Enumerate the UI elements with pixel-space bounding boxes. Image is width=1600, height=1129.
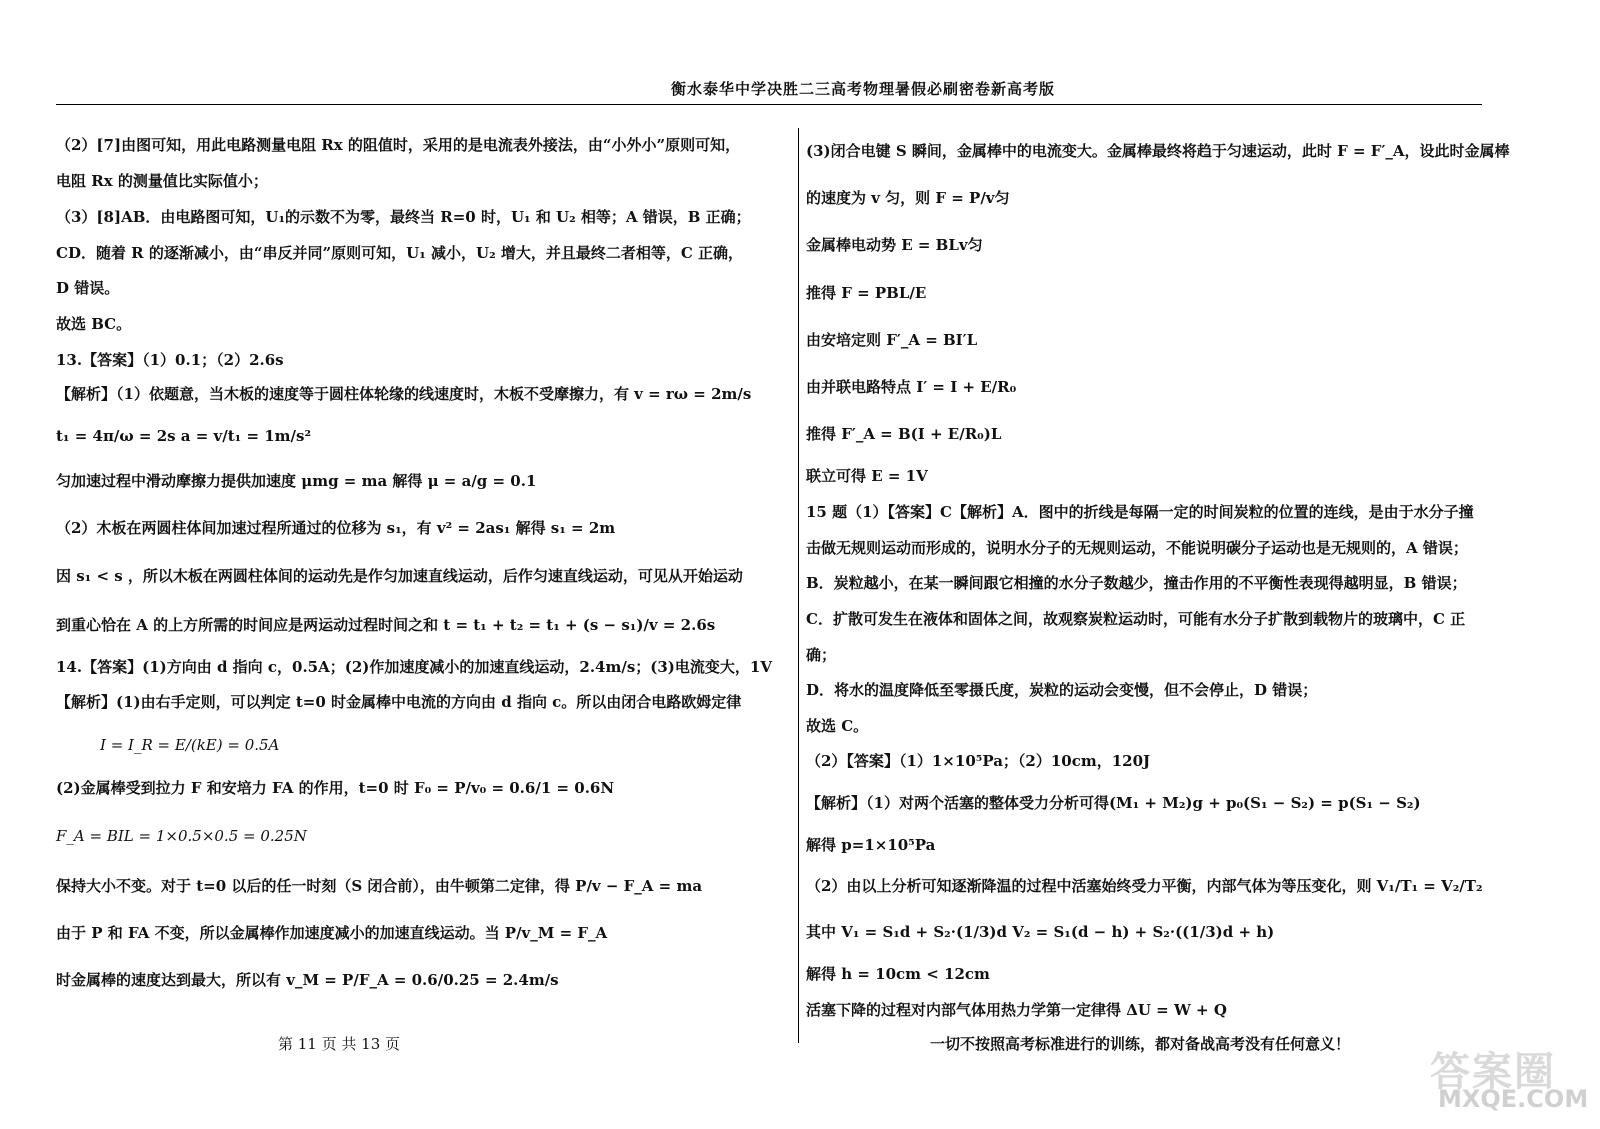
left-line-13: 到重心恰在 A 的上方所需的时间应是两运动过程时间之和 t = t₁ + t₂ = t₁ + (s − s₁)/v = 2.6s [56, 616, 716, 634]
right-line-12: C．扩散可发生在液体和固体之间，故观察炭粒运动时，可能有水分子扩散到载物片的玻璃中，C 正 [806, 610, 1466, 628]
header-title: 衡水泰华中学决胜二三高考物理暑假必刷密卷新高考版 [670, 80, 1055, 98]
left-line-8: 【解析】（1）依题意，当木板的速度等于圆柱体轮缘的线速度时，木板不受摩擦力，有 v = rω = 2m/s [56, 385, 752, 403]
left-line-6: 故选 BC。 [56, 315, 132, 333]
left-line-9: t₁ = 4π/ω = 2s a = v/t₁ = 1m/s² [56, 427, 312, 445]
right-line-3: 金属棒电动势 E = BLv匀 [806, 236, 983, 254]
left-line-20: 由于 P 和 FA 不变，所以金属棒作加速度减小的加速直线运动。当 P/v_M = F_A [56, 924, 608, 942]
right-line-14: D．将水的温度降低至零摄氏度，炭粒的运动会变慢，但不会停止，D 错误； [806, 681, 1318, 699]
right-line-10: 击做无规则运动而形成的，说明水分子的无规则运动，不能说明碳分子运动也是无规则的，A 错误； [806, 539, 1468, 557]
watermark-logo: 答案圈 [1430, 1048, 1556, 1095]
left-line-5: D 错误。 [56, 279, 120, 297]
right-line-22: 活塞下降的过程对内部气体用热力学第一定律得 ΔU = W + Q [806, 1001, 1227, 1019]
left-formula-ohm: I = I_R = E/(kE) = 0.5A [100, 736, 280, 754]
right-line-9: 15 题（1）【答案】C【解析】A．图中的折线是每隔一定的时间炭粒的位置的连线，是由于水分子撞 [806, 503, 1474, 521]
right-line-18: 解得 p=1×10⁵Pa [806, 836, 936, 854]
header-rule [56, 104, 1482, 105]
right-line-7: 推得 F′_A = B(I + E/R₀)L [806, 425, 1002, 443]
right-line-6: 由并联电路特点 I′ = I + E/R₀ [806, 378, 1017, 396]
right-line-11: B．炭粒越小，在某一瞬间跟它相撞的水分子数越少，撞击作用的不平衡性表现得越明显，B 错误； [806, 574, 1467, 592]
right-line-16: （2）【答案】（1）1×10⁵Pa；（2）10cm，120J [806, 752, 1151, 770]
right-line-4: 推得 F = PBL/E [806, 284, 927, 302]
right-line-21: 解得 h = 10cm < 12cm [806, 965, 990, 983]
right-line-2: 的速度为 v 匀，则 F = P/v匀 [806, 189, 1010, 207]
column-divider [798, 128, 799, 1043]
left-line-14: 14.【答案】(1)方向由 d 指向 c，0.5A；(2)作加速度减小的加速直线运动，2.4m/s；(3)电流变大，1V [56, 658, 772, 676]
left-line-7: 13.【答案】（1）0.1；（2）2.6s [56, 351, 284, 369]
left-line-11: （2）木板在两圆柱体间加速过程所通过的位移为 s₁，有 v² = 2as₁ 解得 s₁ = 2m [56, 519, 616, 537]
left-line-15: 【解析】(1)由右手定则，可以判定 t=0 时金属棒中电流的方向由 d 指向 c。所以由闭合电路欧姆定律 [56, 693, 742, 711]
watermark [1420, 1040, 1590, 1120]
right-line-20: 其中 V₁ = S₁d + S₂·(1/3)d V₂ = S₁(d − h) + S₂·((1/3)d + h) [806, 923, 1275, 941]
left-line-1: （2）[7]由图可知，用此电路测量电阻 Rx 的阻值时，采用的是电流表外接法，由“小外小”原则可知， [56, 136, 741, 154]
left-line-10: 匀加速过程中滑动摩擦力提供加速度 μmg = ma 解得 μ = a/g = 0.1 [56, 472, 537, 490]
left-line-19: 保持大小不变。对于 t=0 以后的任一时刻（S 闭合前），由牛顿第二定律，得 P/v − F_A = ma [56, 877, 703, 895]
right-line-15: 故选 C。 [806, 717, 869, 735]
left-line-21: 时金属棒的速度达到最大，所以有 v_M = P/F_A = 0.6/0.25 = 2.4m/s [56, 971, 559, 989]
left-line-12: 因 s₁ < s ，所以木板在两圆柱体间的运动先是作匀加速直线运动，后作匀速直线运动，可见从开始运动 [56, 567, 743, 585]
left-formula-fa: F_A = BIL = 1×0.5×0.5 = 0.25N [56, 827, 307, 845]
left-line-2: 电阻 Rx 的测量值比实际值小； [56, 172, 268, 190]
right-line-1: (3)闭合电键 S 瞬间，金属棒中的电流变大。金属棒最终将趋于匀速运动，此时 F = F′_A，设此时金属棒 [806, 142, 1510, 160]
left-line-17: (2)金属棒受到拉力 F 和安培力 FA 的作用，t=0 时 F₀ = P/v₀ = 0.6/1 = 0.6N [56, 779, 615, 797]
right-line-17: 【解析】（1）对两个活塞的整体受力分析可得(M₁ + M₂)g + p₀(S₁ − S₂) = p(S₁ − S₂) [806, 794, 1421, 812]
right-line-5: 由安培定则 F′_A = BI′L [806, 331, 978, 349]
left-line-3: （3）[8]AB．由电路图可知，U₁的示数不为零，最终当 R=0 时，U₁ 和 U₂ 相等；A 错误，B 正确； [56, 208, 751, 226]
watermark-text: MXQE.COM [1438, 1085, 1589, 1113]
right-line-13: 确； [806, 646, 837, 664]
left-line-4: CD．随着 R 的逐渐减小，由“串反并同”原则可知，U₁ 减小，U₂ 增大，并且最终二者相等，C 正确， [56, 244, 744, 262]
page-number: 第 11 页 共 13 页 [278, 1035, 401, 1053]
right-line-19: （2）由以上分析可知逐渐降温的过程中活塞始终受力平衡，内部气体为等压变化，则 V₁/T₁ = V₂/T₂ [806, 877, 1483, 895]
footer-slogan: 一切不按照高考标准进行的训练，都对备战高考没有任何意义！ [930, 1035, 1351, 1053]
right-line-8: 联立可得 E = 1V [806, 467, 928, 485]
